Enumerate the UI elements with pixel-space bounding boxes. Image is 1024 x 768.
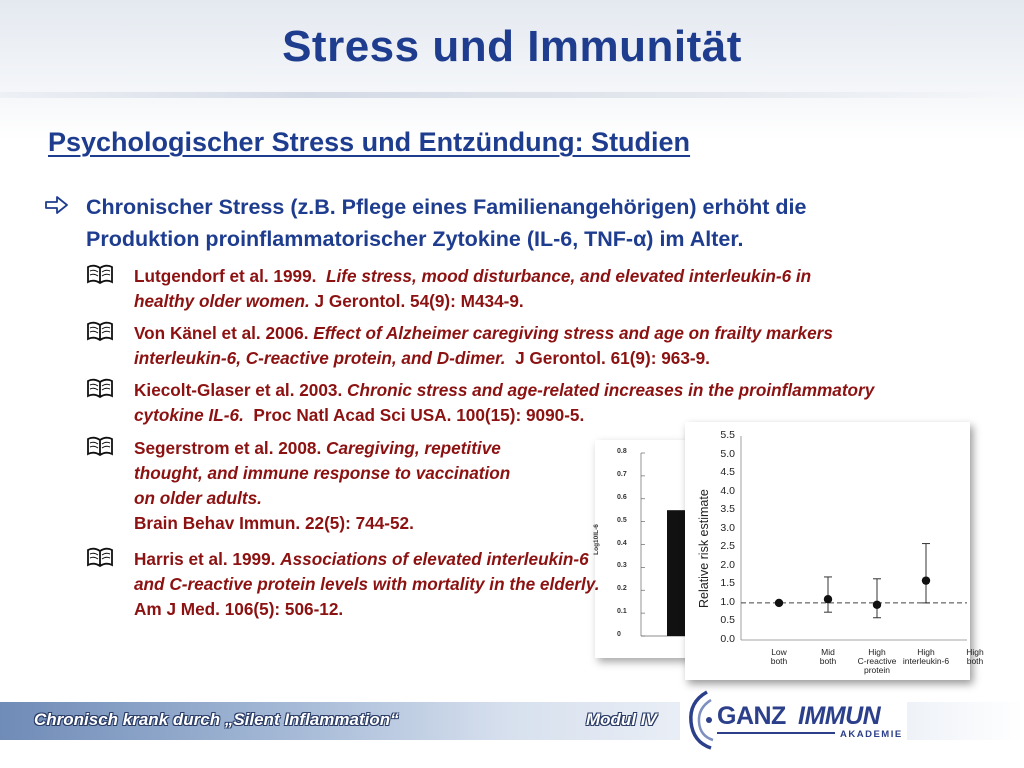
reference-item bbox=[134, 321, 833, 371]
reference-title: Caregiving, repetitive bbox=[326, 438, 501, 458]
data-point bbox=[775, 599, 783, 607]
ganzimmun-logo bbox=[685, 688, 910, 752]
x-category-label-line: Mid bbox=[821, 647, 835, 657]
reference-authors: Lutgendorf et al. 1999. bbox=[134, 266, 317, 286]
y-tick-label: 0.7 bbox=[617, 470, 627, 478]
reference-title-cont: cytokine IL-6. bbox=[134, 405, 244, 425]
y-tick-label: 1.5 bbox=[720, 577, 735, 590]
y-tick-label: 4.5 bbox=[720, 466, 735, 479]
data-point bbox=[873, 601, 881, 609]
y-tick-label: 3.0 bbox=[720, 521, 735, 534]
y-tick-label: 0.5 bbox=[720, 614, 735, 627]
reference-title: Life stress, mood disturbance, and elevated interleukin-6 in bbox=[325, 266, 812, 286]
reference-title: Associations of elevated interleukin-6 bbox=[280, 549, 589, 569]
y-tick-label: 5.0 bbox=[720, 447, 735, 460]
y-tick-label: 0.2 bbox=[617, 585, 627, 593]
x-category-label-line: High bbox=[868, 647, 886, 657]
reference-title-cont: and C-reactive protein levels with mortality in the elderly. bbox=[134, 574, 600, 594]
reference-item bbox=[134, 264, 811, 314]
logo-text-akademie: AKADEMIE bbox=[840, 729, 903, 740]
y-tick-label: 0.6 bbox=[617, 493, 627, 501]
y-tick-label: 2.5 bbox=[720, 540, 735, 553]
x-category-label-line: High bbox=[917, 647, 935, 657]
reference-journal: J Gerontol. 54(9): M434-9. bbox=[314, 291, 524, 311]
logo-text-ganz: GANZ bbox=[717, 702, 786, 730]
reference-title-cont: interleukin-6, C-reactive protein, and D-dimer. bbox=[134, 348, 506, 368]
reference-authors: Kiecolt-Glaser et al. 2003. bbox=[134, 380, 343, 400]
footer-module-label: Modul IV bbox=[586, 710, 657, 729]
x-category-label-line: both bbox=[966, 656, 984, 666]
reference-journal: J Gerontol. 61(9): 963-9. bbox=[515, 348, 710, 368]
x-category-label-line: interleukin-6 bbox=[902, 656, 950, 666]
risk-chart-figure bbox=[685, 422, 984, 680]
reference-title-cont: on older adults. bbox=[134, 488, 262, 508]
y-tick-label: 0.0 bbox=[720, 633, 735, 645]
reference-item bbox=[134, 547, 599, 622]
footer-bar-right bbox=[907, 702, 1024, 740]
x-category-label-line: High bbox=[966, 647, 984, 657]
open-book-icon bbox=[86, 378, 114, 400]
reference-journal: Proc Natl Acad Sci USA. 100(15): 9090-5. bbox=[253, 405, 585, 425]
page-title: Stress und Immunität bbox=[282, 22, 742, 71]
y-tick-label: 0.5 bbox=[617, 516, 627, 524]
reference-authors: Von Känel et al. 2006. bbox=[134, 323, 309, 343]
x-category-label-line: C-reactive bbox=[857, 656, 897, 666]
y-tick-label: 0.3 bbox=[617, 562, 627, 570]
reference-title: Effect of Alzheimer caregiving stress and age on frailty markers bbox=[313, 323, 833, 343]
y-axis-label: Relative risk estimate bbox=[697, 489, 711, 608]
open-book-icon bbox=[86, 321, 114, 343]
y-axis-label: Log10IL-6 bbox=[592, 524, 600, 555]
reference-item bbox=[134, 378, 874, 428]
logo-text-immun: IMMUN bbox=[798, 702, 881, 730]
data-point bbox=[922, 576, 930, 584]
logo-swirl-icon bbox=[685, 688, 719, 752]
reference-authors: Segerstrom et al. 2008. bbox=[134, 438, 322, 458]
logo-rule bbox=[717, 732, 835, 734]
open-book-icon bbox=[86, 547, 114, 569]
y-tick-label: 0.8 bbox=[617, 448, 627, 455]
reference-item bbox=[134, 436, 510, 536]
hollow-arrow-icon bbox=[44, 195, 70, 215]
reference-title-cont: healthy older women. bbox=[134, 291, 310, 311]
x-category-label-line: protein bbox=[864, 665, 890, 675]
x-category-label bbox=[945, 648, 1005, 666]
reference-title-cont: thought, and immune response to vaccination bbox=[134, 463, 511, 483]
open-book-icon bbox=[86, 264, 114, 286]
x-category-label-line: Low bbox=[771, 647, 787, 657]
y-tick-label: 4.0 bbox=[720, 484, 735, 497]
y-tick-label: 2.0 bbox=[720, 558, 735, 571]
reference-journal: Am J Med. 106(5): 506-12. bbox=[134, 599, 344, 619]
y-tick-label: 0 bbox=[617, 631, 621, 638]
x-category-label-line: both bbox=[819, 656, 837, 666]
reference-title: Chronic stress and age-related increases in the proinflammatory bbox=[347, 380, 875, 400]
footer-course-title: Chronisch krank durch „Silent Inflammation“ bbox=[34, 710, 399, 729]
y-tick-label: 3.5 bbox=[720, 503, 735, 516]
main-bullet-line-2: Produktion proinflammatorischer Zytokine (IL-6, TNF-α) im Alter. bbox=[86, 227, 744, 251]
main-bullet-text bbox=[86, 191, 986, 255]
section-heading: Psychologischer Stress und Entzündung: Studien bbox=[48, 127, 691, 157]
title-divider bbox=[0, 92, 1024, 98]
y-tick-label: 5.5 bbox=[720, 429, 735, 441]
open-book-icon bbox=[86, 436, 114, 458]
y-tick-label: 0.1 bbox=[617, 608, 627, 616]
data-point bbox=[824, 595, 832, 603]
y-tick-label: 1.0 bbox=[720, 595, 735, 608]
main-bullet-line-1: Chronischer Stress (z.B. Pflege eines Familienangehörigen) erhöht die bbox=[86, 195, 807, 219]
reference-journal: Brain Behav Immun. 22(5): 744-52. bbox=[134, 513, 414, 533]
reference-authors: Harris et al. 1999. bbox=[134, 549, 276, 569]
x-category-label-line: both bbox=[770, 656, 788, 666]
y-tick-label: 0.4 bbox=[617, 539, 627, 547]
